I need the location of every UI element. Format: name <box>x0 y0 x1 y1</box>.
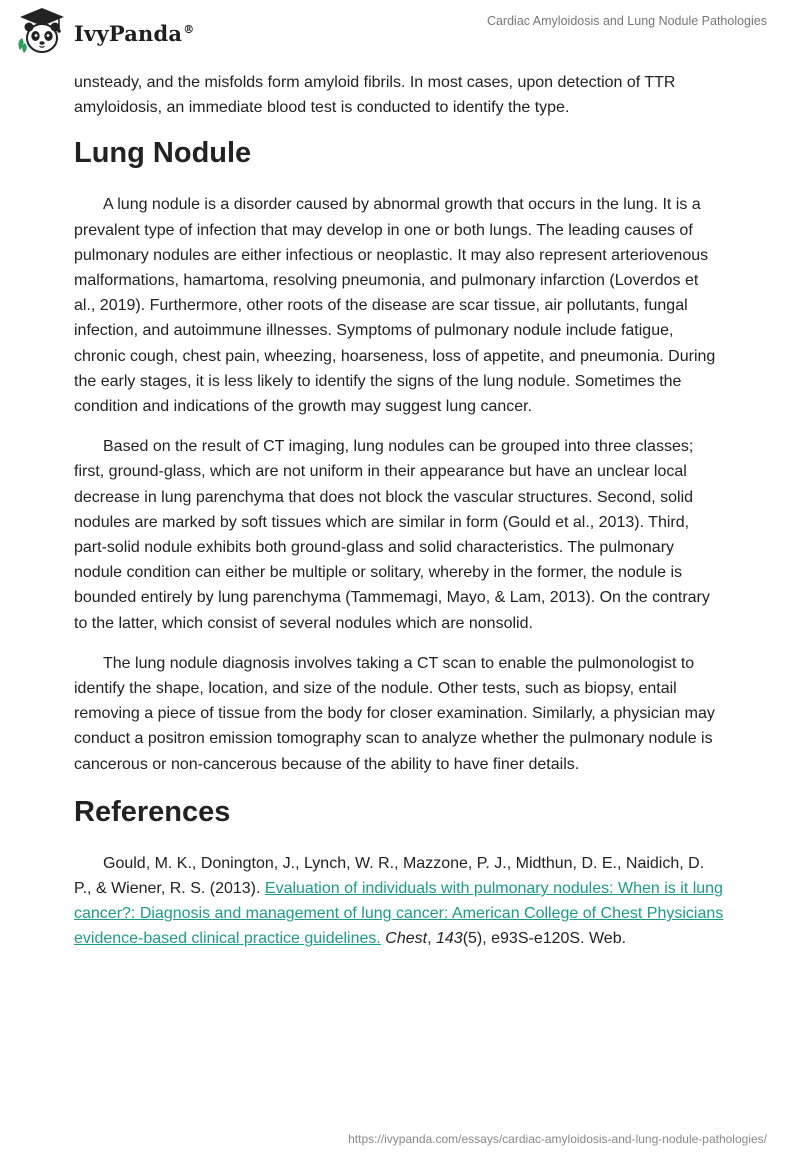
footer-url[interactable]: https://ivypanda.com/essays/cardiac-amyloidosis-and-lung-nodule-pathologies/ <box>348 1132 767 1146</box>
lung-paragraph-3: The lung nodule diagnosis involves taking a CT scan to enable the pulmonologist to identify the shape, location, and size of the nodule. Other tests, such as biopsy, entail removing a piece of tissue from the body for closer examination. Similarly, a physician may conduct a positron emission tomography scan to analyze whether the pulmonary nodule is cancerous or non-cancerous because of the ability to have finer details. <box>74 654 715 773</box>
panda-graduate-icon <box>14 6 70 56</box>
brand-text: IvyPanda <box>74 20 183 46</box>
reference-journal: Chest <box>385 930 428 948</box>
reference-volume: 143 <box>435 930 463 948</box>
essay-content <box>74 70 724 952</box>
document-title: Cardiac Amyloidosis and Lung Nodule Pathologies <box>486 14 767 28</box>
lung-paragraph-1: A lung nodule is a disorder caused by abnormal growth that occurs in the lung. It is a prevalent type of infection that may develop in one or both lungs. The leading causes of pulmonary nodules are either infectious or neoplastic. It may also represent arteriovenous malformations, hamartoma, resolving pneumonia, and pulmonary infarction (Loverdos et al., 2019). Furthermore, other roots of the disease are scar tissue, air pollutants, fungal infection, and autoimmune illnesses. Symptoms of pulmonary nodule include fatigue, chronic cough, chest pain, wheezing, hoarseness, loss of appetite, and pneumonia. During the early stages, it is less likely to identify the signs of the lung nodule. Sometimes the condition and indications of the growth may suggest lung cancer. <box>74 196 716 416</box>
brand-name <box>74 21 194 46</box>
reference-comma: , <box>427 930 436 948</box>
reference-authors: Gould, M. K., Donington, J., Lynch, W. R., Mazzone, P. J., Midthun, D. E., Naidich, D. P., & Wiener, R. S. (2013). <box>74 854 705 898</box>
reference-entry <box>74 851 724 952</box>
lung-nodule-heading: Lung Nodule <box>74 137 252 170</box>
references-heading: References <box>74 795 231 828</box>
registered-mark: ® <box>183 22 195 36</box>
reference-tail: (5), e93S-e120S. Web. <box>462 930 627 948</box>
lung-paragraph-2: Based on the result of CT imaging, lung nodules can be grouped into three classes; first, ground-glass, which are not uniform in their appearance but have an unclear local decrease in lung parenchyma that does not block the vascular structures. Second, solid nodules are marked by soft tissues which are similar in form (Gould et al., 2013). Third, part-solid nodule exhibits both ground-glass and solid characteristics. The pulmonary nodule condition can either be multiple or solitary, whereby in the former, the nodule is bounded entirely by lung parenchyma (Tammemagi, Mayo, & Lam, 2013). On the contrary to the latter, which consist of several nodules which are nonsolid. <box>74 438 710 632</box>
reference-title-link[interactable]: Evaluation of individuals with pulmonary nodules: When is it lung cancer?: Diagnosis and management of lung cancer: American College of Chest Physicians evidence-based clinical practice guidelines. <box>74 880 724 948</box>
intro-paragraph: unsteady, and the misfolds form amyloid fibrils. In most cases, upon detection of TTR amyloidosis, an immediate blood test is conducted to identify the type. <box>74 74 676 117</box>
ivypanda-logo[interactable] <box>14 6 194 56</box>
page-header <box>0 0 800 64</box>
